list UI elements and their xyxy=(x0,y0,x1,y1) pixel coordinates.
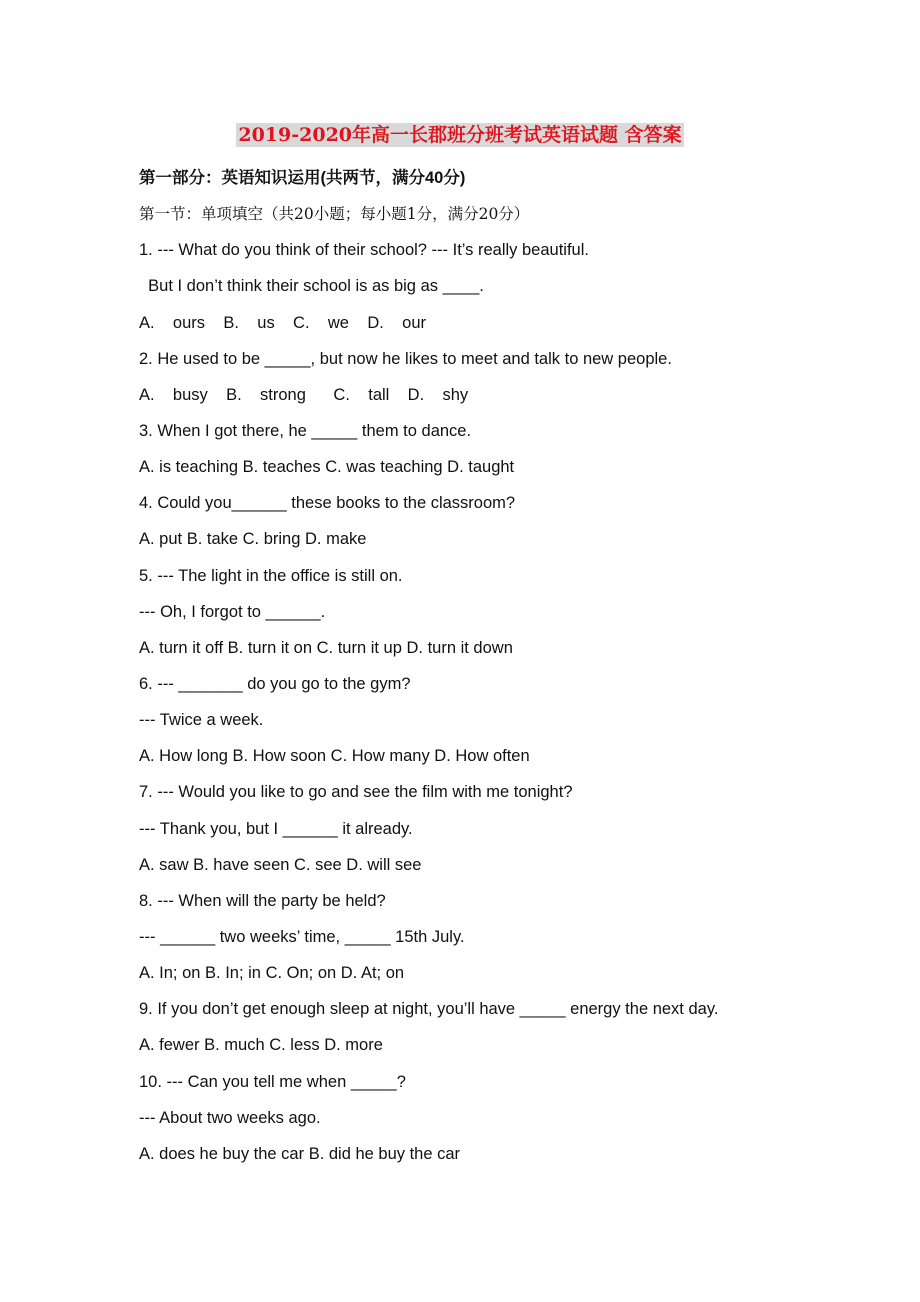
question-line: A. fewer B. much C. less D. more xyxy=(139,1036,383,1055)
question-line: A. busy B. strong C. tall D. shy xyxy=(139,385,469,404)
question-line: A. saw B. have seen C. see D. will see xyxy=(139,855,422,874)
document-title-text: 2019-2020年高一长郡班分班考试英语试题 含答案 xyxy=(238,124,682,146)
document-body xyxy=(139,160,839,1172)
part-heading: 第一部分：英语知识运用(共两节，满分40分) xyxy=(139,169,466,187)
document-title xyxy=(0,122,920,148)
question-line: A. ours B. us C. we D. our xyxy=(139,313,427,332)
question-line: A. In; on B. In; in C. On; on D. At; on xyxy=(139,964,405,983)
question-line: A. does he buy the car B. did he buy the car xyxy=(139,1144,461,1163)
question-line: A. put B. take C. bring D. make xyxy=(139,530,367,549)
question-line: A. How long B. How soon C. How many D. How often xyxy=(139,747,530,766)
question-line: 6. --- _______ do you go to the gym? xyxy=(139,674,411,693)
question-line: 1. --- What do you think of their school? --- It’s really beautiful. xyxy=(139,241,589,260)
question-line: 8. --- When will the party be held? xyxy=(139,891,386,910)
question-line: 2. He used to be _____, but now he likes to meet and talk to new people. xyxy=(139,349,672,368)
question-line: --- Thank you, but I ______ it already. xyxy=(139,819,413,838)
question-line: 10. --- Can you tell me when _____? xyxy=(139,1072,406,1091)
question-line: 9. If you don’t get enough sleep at night, you’ll have _____ energy the next day. xyxy=(139,1000,719,1019)
question-line: 4. Could you______ these books to the classroom? xyxy=(139,494,516,513)
question-line: --- About two weeks ago. xyxy=(139,1108,321,1127)
question-line: --- Twice a week. xyxy=(139,711,264,730)
question-line: --- ______ two weeks’ time, _____ 15th July. xyxy=(139,927,465,946)
question-line: A. is teaching B. teaches C. was teaching D. taught xyxy=(139,458,515,477)
section-heading: 第一节：单项填空（共20小题；每小题1分，满分20分） xyxy=(139,205,530,224)
question-line: 3. When I got there, he _____ them to dance. xyxy=(139,421,472,440)
question-line: 5. --- The light in the office is still on. xyxy=(139,566,403,585)
question-line: 7. --- Would you like to go and see the film with me tonight? xyxy=(139,783,573,802)
question-list xyxy=(139,232,839,1172)
question-line: But I don’t think their school is as big as ____. xyxy=(139,277,484,296)
question-line: A. turn it off B. turn it on C. turn it up D. turn it down xyxy=(139,638,513,657)
question-line: --- Oh, I forgot to ______. xyxy=(139,602,326,621)
